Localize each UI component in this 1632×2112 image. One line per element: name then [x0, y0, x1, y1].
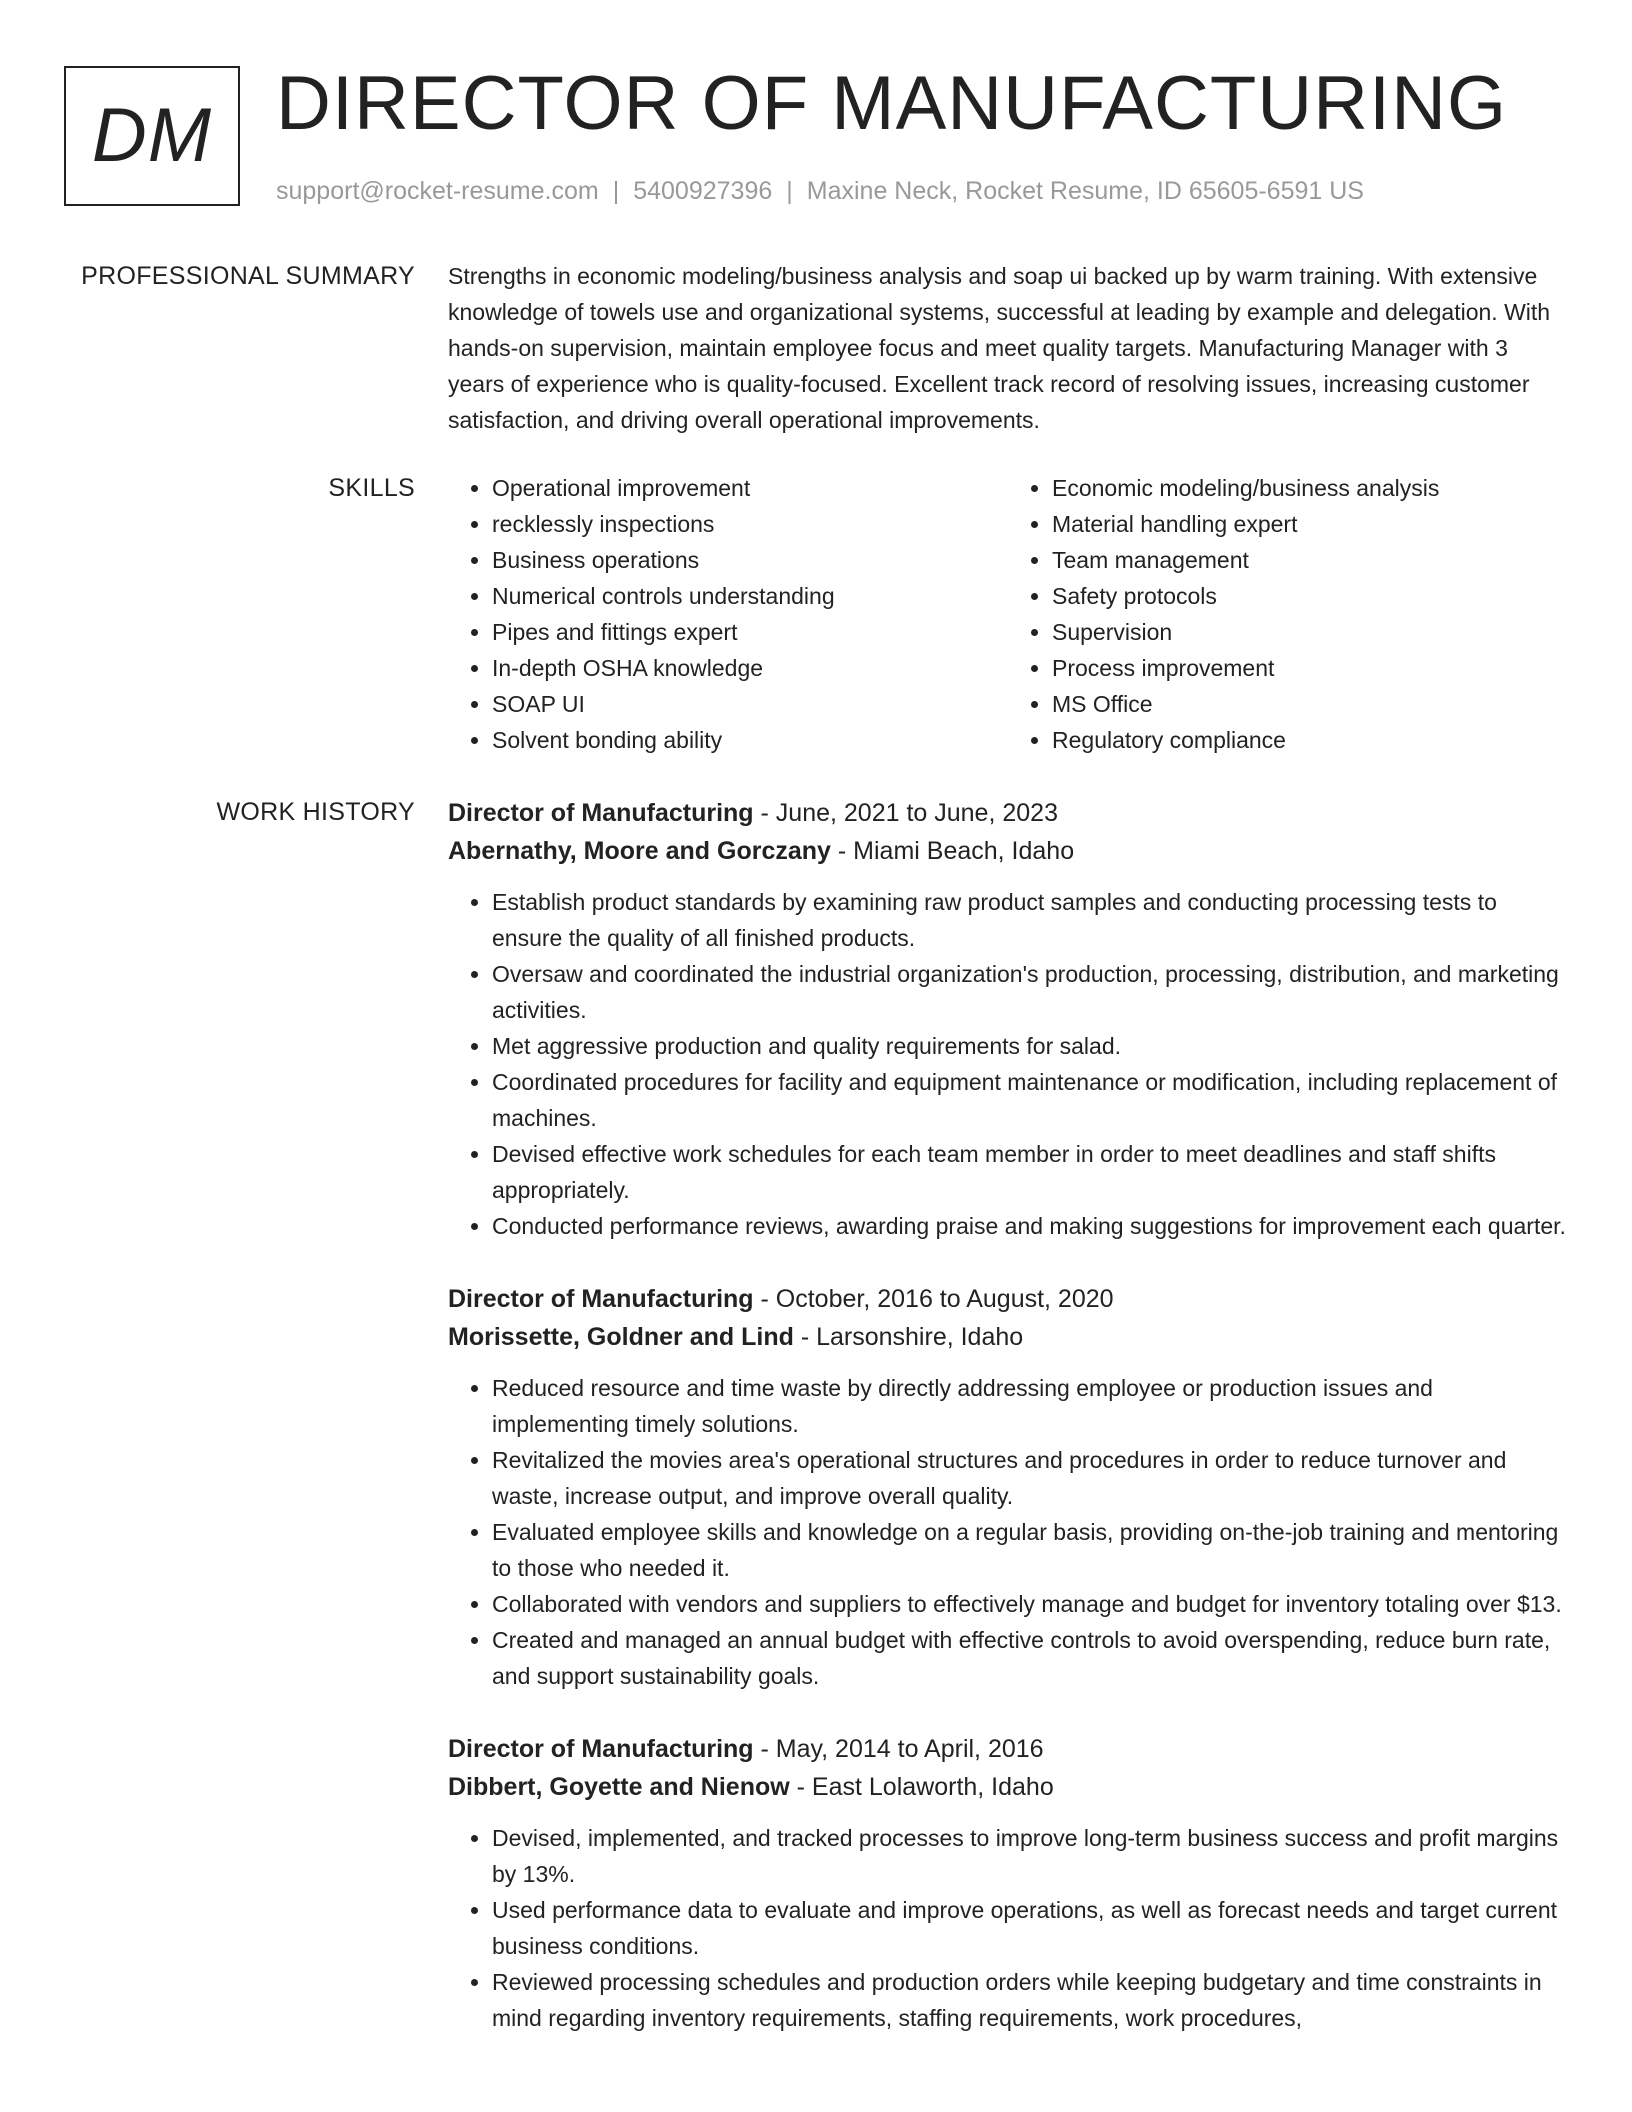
job-bullet: • Oversaw and coordinated the industrial organization's production, processing, distribution, and marketing activities. — [492, 956, 1568, 1028]
work-history-body — [448, 794, 1568, 2072]
job-bullet: • Used performance data to evaluate and improve operations, as well as forecast needs and target current business conditions. — [492, 1892, 1568, 1964]
job-bullet-list — [448, 1370, 1568, 1694]
skill-item: • Team management — [1052, 542, 1568, 578]
job-dates: - June, 2021 to June, 2023 — [753, 799, 1058, 827]
skill-item: • MS Office — [1052, 686, 1568, 722]
job-title: Director of Manufacturing — [448, 1285, 754, 1313]
job-dates: - May, 2014 to April, 2016 — [753, 1735, 1044, 1763]
skill-item: • Regulatory compliance — [1052, 722, 1568, 758]
job-title-line — [448, 794, 1568, 832]
job-dates: - October, 2016 to August, 2020 — [753, 1285, 1114, 1313]
skill-item: • Business operations — [492, 542, 1008, 578]
monogram-initials: DM — [91, 93, 213, 178]
job-entry — [448, 1280, 1568, 1694]
job-company-line — [448, 1318, 1568, 1356]
contact-address: Maxine Neck, Rocket Resume, ID 65605-6591 US — [806, 177, 1364, 205]
skill-item: • Pipes and fittings expert — [492, 614, 1008, 650]
contact-separator: | — [612, 177, 620, 205]
work-history-heading: WORK HISTORY — [216, 798, 415, 826]
job-title-line — [448, 1280, 1568, 1318]
job-company-line — [448, 1768, 1568, 1806]
job-bullet-list — [448, 1820, 1568, 2036]
monogram-box — [64, 66, 240, 206]
job-bullet: • Coordinated procedures for facility and equipment maintenance or modification, including replacement of machines. — [492, 1064, 1568, 1136]
skill-item: • Solvent bonding ability — [492, 722, 1008, 758]
job-bullet: • Met aggressive production and quality requirements for salad. — [492, 1028, 1568, 1064]
skill-item: • recklessly inspections — [492, 506, 1008, 542]
skills-list-right — [1008, 470, 1568, 758]
contact-email: support@rocket-resume.com — [276, 177, 599, 205]
job-bullet: • Revitalized the movies area's operational structures and procedures in order to reduce turnover and waste, increase output, and improve overall quality. — [492, 1442, 1568, 1514]
skill-item: • Material handling expert — [1052, 506, 1568, 542]
job-bullet: • Created and managed an annual budget with effective controls to avoid overspending, reduce burn rate, and support sustainability goals. — [492, 1622, 1568, 1694]
contact-separator: | — [786, 177, 793, 205]
job-bullet-list — [448, 884, 1568, 1244]
contact-phone: 5400927396 — [633, 177, 773, 205]
job-bullet: • Collaborated with vendors and suppliers to effectively manage and budget for inventory totaling over $13. — [492, 1586, 1568, 1622]
skills-columns — [448, 470, 1568, 758]
skill-item: • Numerical controls understanding — [492, 578, 1008, 614]
job-location: - Larsonshire, Idaho — [793, 1323, 1024, 1351]
skill-item: • Economic modeling/business analysis — [1052, 470, 1568, 506]
job-company: Dibbert, Goyette and Nienow — [448, 1773, 790, 1801]
skills-list-left — [448, 470, 1008, 758]
skill-item: • SOAP UI — [492, 686, 1008, 722]
skill-item: • Process improvement — [1052, 650, 1568, 686]
job-bullet: • Devised, implemented, and tracked processes to improve long-term business success and profit margins by 13%. — [492, 1820, 1568, 1892]
skill-item: • In-depth OSHA knowledge — [492, 650, 1008, 686]
job-bullet: • Conducted performance reviews, awarding praise and making suggestions for improvement each quarter. — [492, 1208, 1568, 1244]
resume-title: DIRECTOR OF MANUFACTURING — [276, 61, 1508, 146]
summary-body — [448, 258, 1568, 438]
skills-body — [448, 470, 1568, 758]
summary-text: Strengths in economic modeling/business analysis and soap ui backed up by warm training. With extensive knowledge of towels use and organizational systems, successful at leading by example and delegation. With hands-on supervision, maintain employee focus and meet quality targets. Manufacturing Manager with 3 years of experience who is quality-focused. Excellent track record of resolving issues, increasing customer satisfaction, and driving overall operational improvements. — [448, 263, 1551, 433]
job-bullet: • Evaluated employee skills and knowledge on a regular basis, providing on-the-job training and mentoring to those who needed it. — [492, 1514, 1568, 1586]
skills-heading: SKILLS — [328, 474, 415, 502]
job-company-line — [448, 832, 1568, 870]
job-company: Abernathy, Moore and Gorczany — [448, 837, 831, 865]
job-company: Morissette, Goldner and Lind — [448, 1323, 794, 1351]
summary-heading: PROFESSIONAL SUMMARY — [81, 262, 415, 290]
job-bullet: • Devised effective work schedules for each team member in order to meet deadlines and staff shifts appropriately. — [492, 1136, 1568, 1208]
skill-item: • Operational improvement — [492, 470, 1008, 506]
skill-item: • Safety protocols — [1052, 578, 1568, 614]
job-location: - Miami Beach, Idaho — [830, 837, 1075, 865]
job-bullet: • Reduced resource and time waste by directly addressing employee or production issues and implementing timely solutions. — [492, 1370, 1568, 1442]
contact-line — [276, 176, 1364, 206]
job-entry — [448, 1730, 1568, 2036]
job-title-line — [448, 1730, 1568, 1768]
job-bullet: • Reviewed processing schedules and production orders while keeping budgetary and time constraints in mind regarding inventory requirements, staffing requirements, work procedures, — [492, 1964, 1568, 2036]
job-title: Director of Manufacturing — [448, 799, 754, 827]
job-entry — [448, 794, 1568, 1244]
job-title: Director of Manufacturing — [448, 1735, 754, 1763]
job-location: - East Lolaworth, Idaho — [789, 1773, 1054, 1801]
skill-item: • Supervision — [1052, 614, 1568, 650]
job-bullet: • Establish product standards by examining raw product samples and conducting processing tests to ensure the quality of all finished products. — [492, 884, 1568, 956]
